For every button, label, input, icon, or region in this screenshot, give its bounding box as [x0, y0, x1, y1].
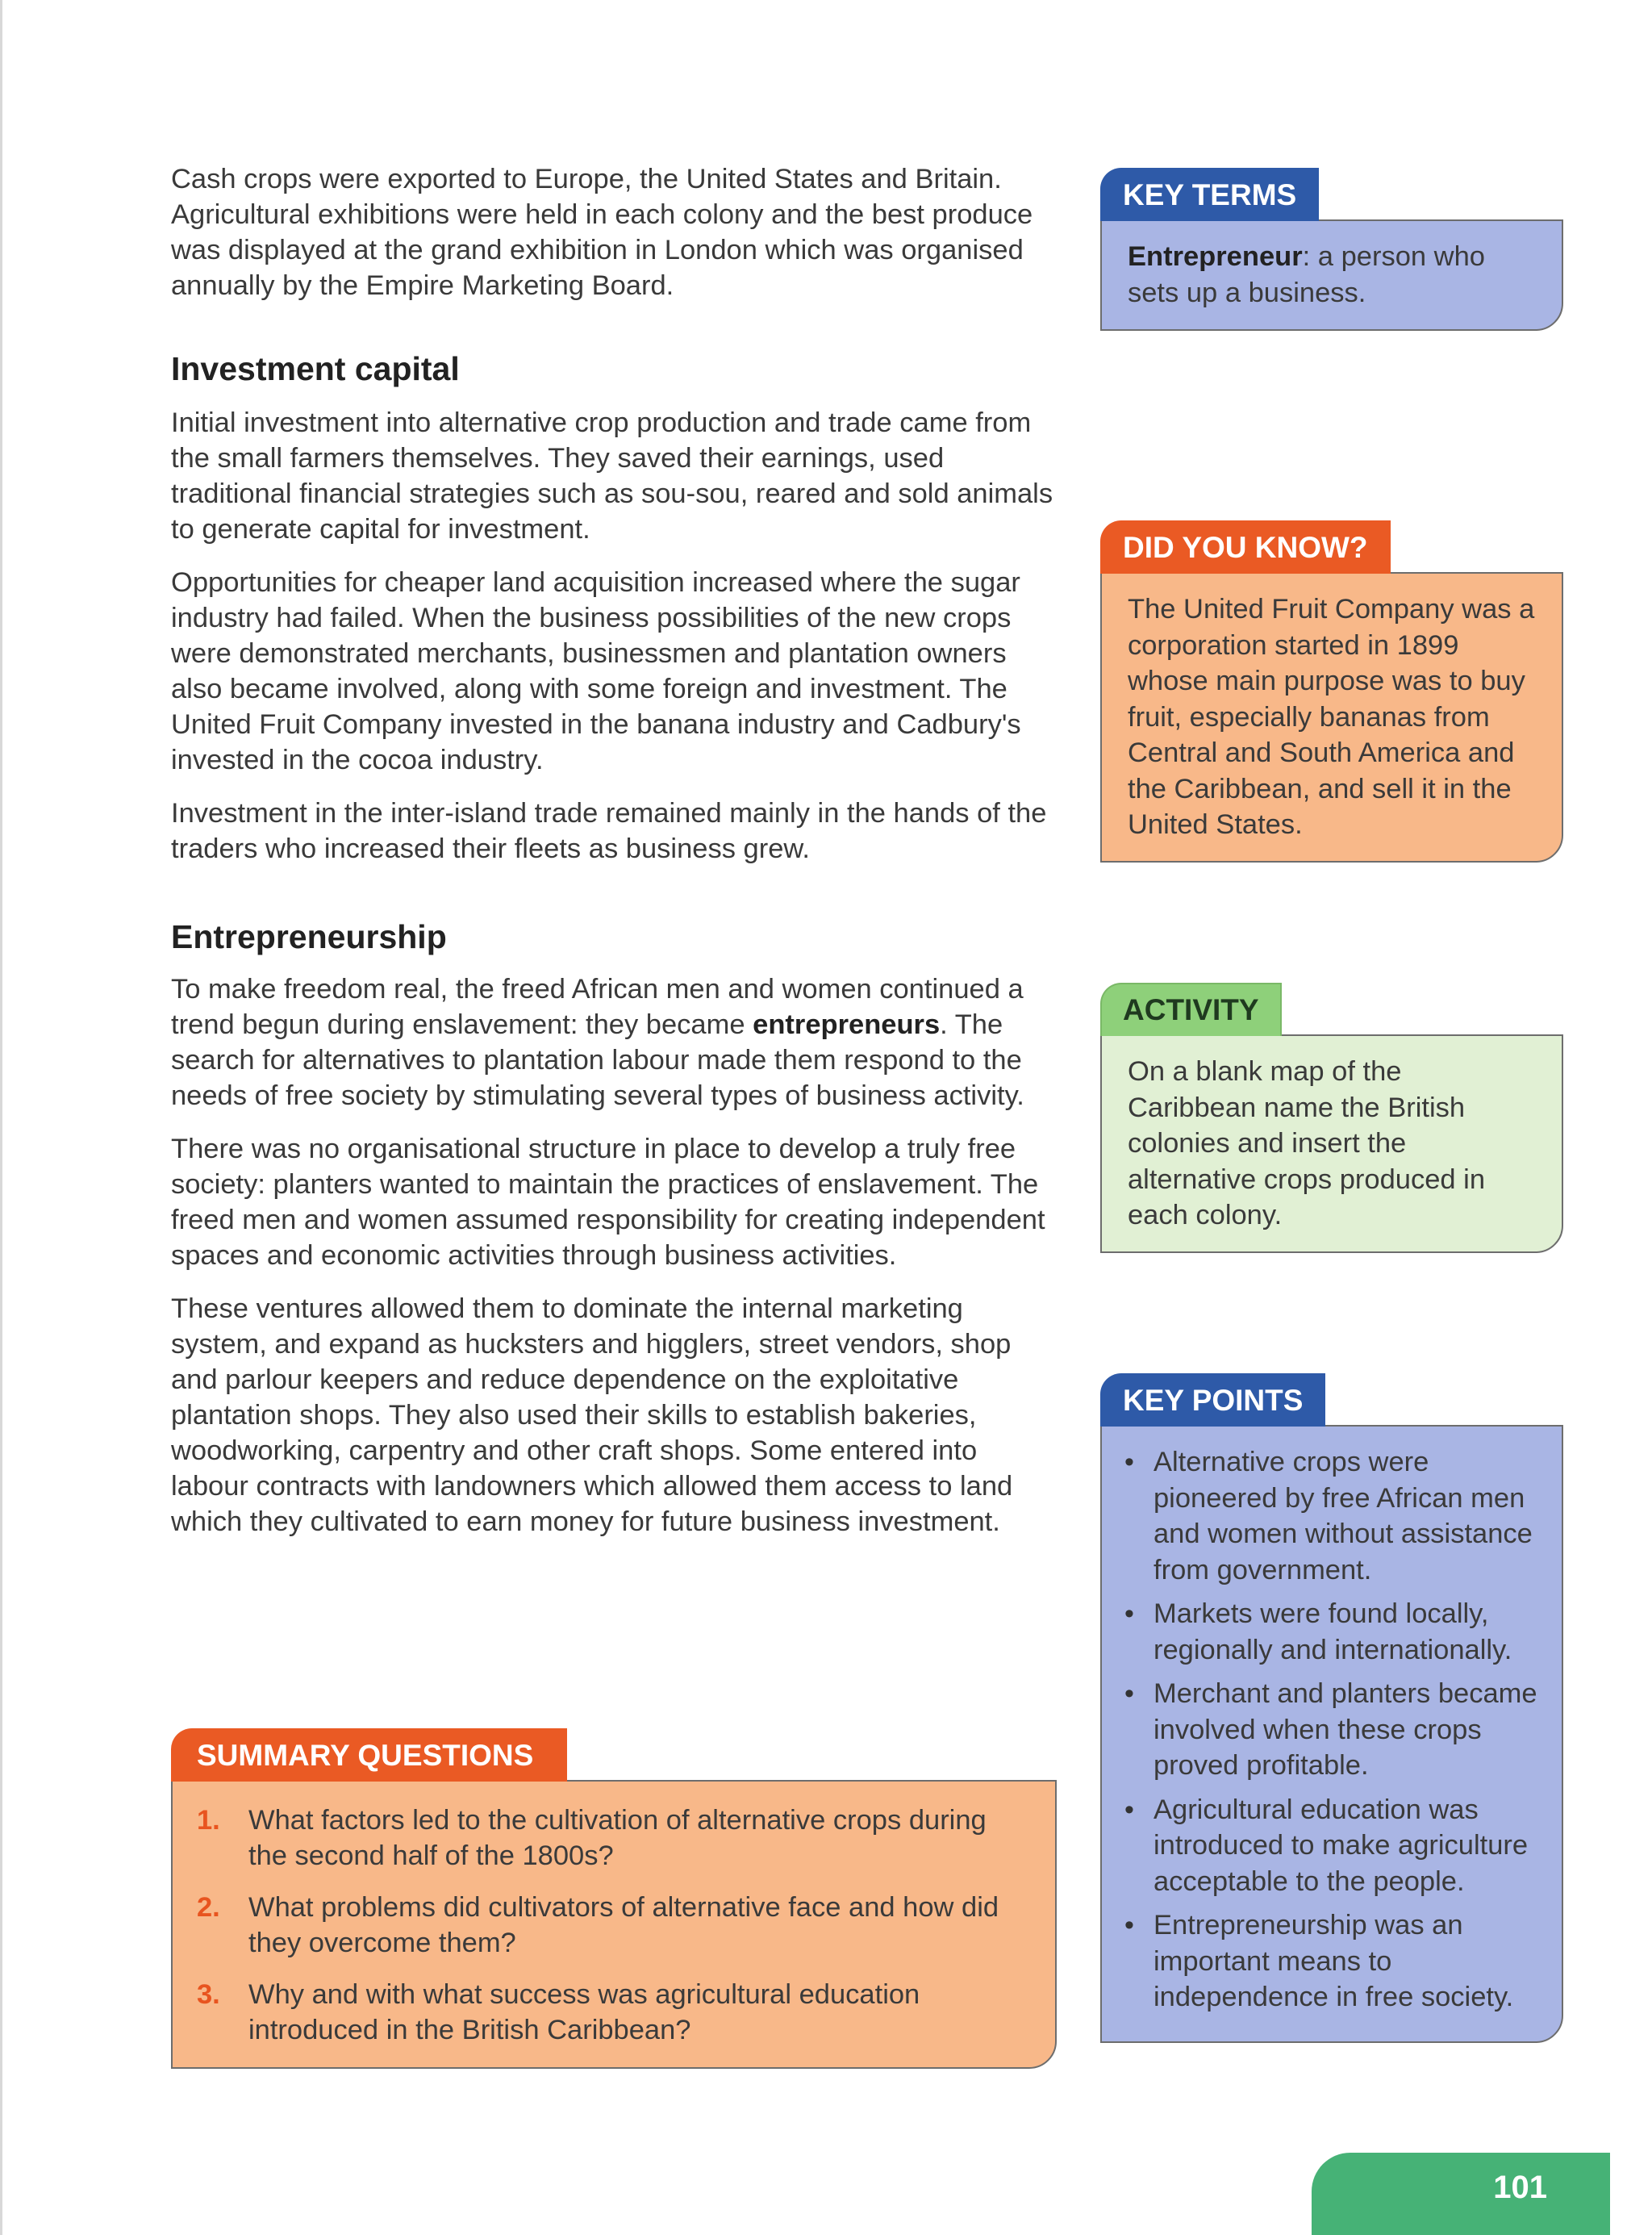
entrepreneurship-paragraph-2: There was no organisational structure in place to develop a truly free society: planters wanted to maintain the practices of enslavement. The freed men and women assumed responsibility for creating independent spaces and economic activities through business activities. — [171, 1134, 1045, 1271]
intro-paragraph: Cash crops were exported to Europe, the United States and Britain. Agricultural exhibitions were held in each colony and the best produce was displayed at the grand exhibition in London which was organised annually by the Empire Marketing Board. — [171, 164, 1033, 301]
entrepreneurship-section — [171, 971, 1058, 1557]
did-you-know-tab: DID YOU KNOW? — [1100, 520, 1391, 574]
key-term-definition: : a person who sets up a business. — [1128, 241, 1485, 308]
key-point-item: • Alternative crops were pioneered by free African men and women without assistance from government. — [1118, 1444, 1542, 1588]
summary-question-item — [197, 1890, 1029, 1961]
summary-questions-tab: SUMMARY QUESTIONS — [171, 1728, 567, 1782]
page-number-tab — [1312, 2153, 1610, 2235]
p1-text-after: . The search for alternatives to plantation labour made them respond to the needs of free society by stimulating several types of business activity. — [171, 1009, 1024, 1111]
entrepreneurship-paragraph-1 — [171, 971, 1058, 1113]
key-point-item: • Agricultural education was introduced to make agriculture acceptable to the people. — [1118, 1792, 1542, 1900]
activity-box — [1100, 983, 1563, 1253]
did-you-know-body: The United Fruit Company was a corporation started in 1899 whose main purpose was to buy fruit, especially bananas from Central and South America and the Caribbean, and sell it in the United States. — [1100, 572, 1563, 863]
key-point-item: • Entrepreneurship was an important means to independence in free society. — [1118, 1907, 1542, 2016]
question-text: Why and with what success was agricultural education introduced in the British Caribbean? — [248, 1979, 920, 2045]
question-text: What factors led to the cultivation of alternative crops during the second half of the 1800s? — [248, 1805, 987, 1871]
key-terms-box — [1100, 168, 1563, 331]
key-point-item: • Merchant and planters became involved when these crops proved profitable. — [1118, 1676, 1542, 1784]
investment-paragraph-3: Investment in the inter-island trade remained mainly in the hands of the traders who increased their fleets as business grew. — [171, 798, 1047, 864]
key-points-box — [1100, 1373, 1563, 2043]
summary-questions-body — [171, 1780, 1057, 2069]
investment-heading: Investment capital — [171, 350, 460, 387]
summary-question-item — [197, 1977, 1029, 2048]
key-points-body — [1100, 1425, 1563, 2043]
question-number: 2. — [197, 1892, 220, 1923]
question-text: What problems did cultivators of alternative face and how did they overcome them? — [248, 1892, 999, 1958]
investment-paragraph-2: Opportunities for cheaper land acquisition increased where the sugar industry had failed. When the business possibilities of the new crops were demonstrated merchants, businessmen and plantation owners also became involved, along with some foreign and investment. The United Fruit Company invested in the banana industry and Cadbury's invested in the cocoa industry. — [171, 567, 1021, 775]
key-point-item: • Markets were found locally, regionally and internationally. — [1118, 1596, 1542, 1668]
entrepreneurs-term: entrepreneurs — [753, 1009, 941, 1040]
key-points-list — [1118, 1444, 1542, 2016]
did-you-know-box — [1100, 520, 1563, 863]
question-number: 3. — [197, 1979, 220, 2010]
key-term-word: Entrepreneur — [1128, 241, 1303, 272]
activity-tab: ACTIVITY — [1100, 983, 1282, 1036]
entrepreneurship-paragraph-3: These ventures allowed them to dominate the internal marketing system, and expand as hucksters and higglers, street vendors, shop and parlour keepers and reduce dependence on the exploitative plantation shops. They also used their skills to establish bakeries, woodworking, carpentry and other craft shops. Some entered into labour contracts with landowners which allowed them access to land which they cultivated to earn money for future business investment. — [171, 1293, 1013, 1537]
question-number: 1. — [197, 1805, 220, 1836]
page-edge — [0, 0, 2, 2235]
summary-questions-box — [171, 1728, 1057, 2069]
p1-text-before: To make freedom real, the freed African men and women continued a trend begun during enslavement: they became — [171, 974, 1024, 1040]
entrepreneurship-heading: Entrepreneurship — [171, 918, 447, 955]
investment-paragraph-1: Initial investment into alternative crop production and trade came from the small farmers themselves. They saved their earnings, used traditional financial strategies such as sou-sou, reared and sold animals to generate capital for investment. — [171, 407, 1053, 545]
key-terms-tab: KEY TERMS — [1100, 168, 1319, 221]
key-points-tab: KEY POINTS — [1100, 1373, 1325, 1427]
investment-section — [171, 405, 1058, 884]
page-number: 101 — [1493, 2170, 1547, 2205]
summary-question-item — [197, 1803, 1029, 1874]
summary-questions-list — [197, 1803, 1029, 2048]
key-terms-body — [1100, 219, 1563, 331]
activity-body: On a blank map of the Caribbean name the British colonies and insert the alternative crops produced in each colony. — [1100, 1034, 1563, 1253]
